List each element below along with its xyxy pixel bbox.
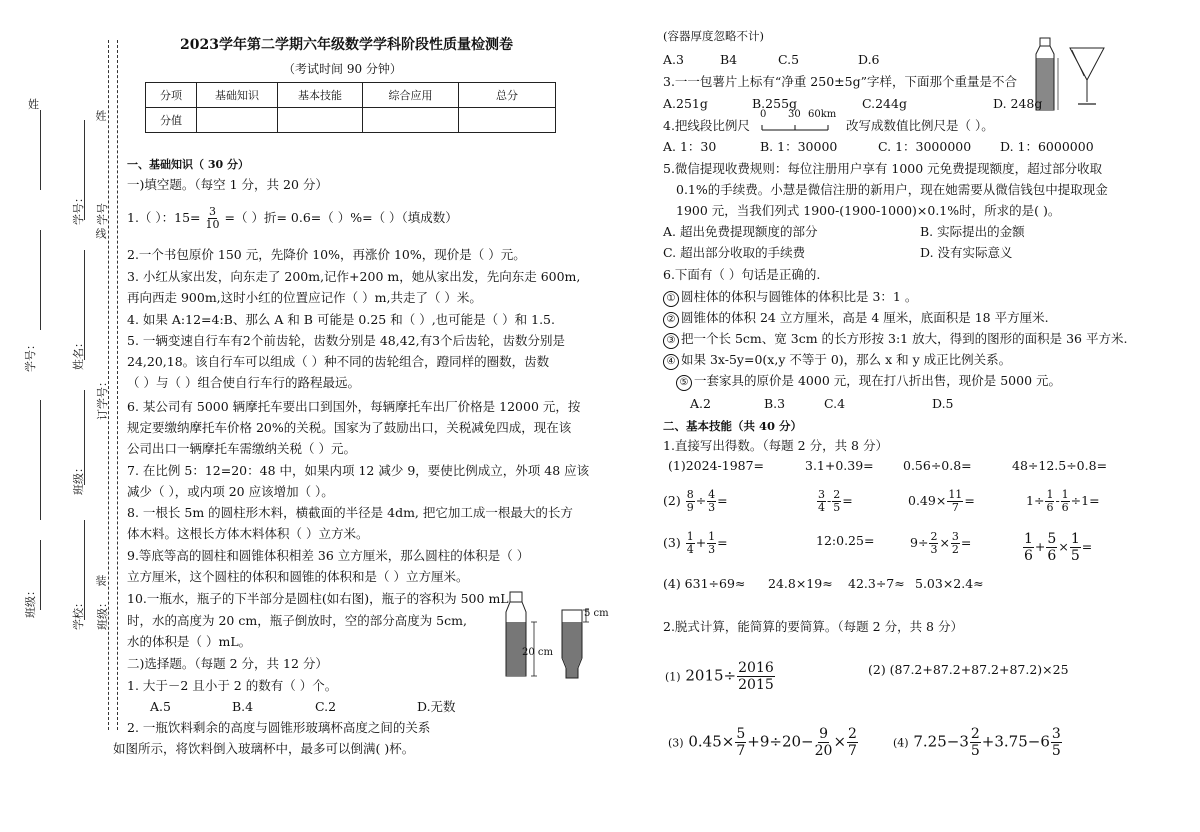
choice-1-opt-d: D.无数 [417,699,456,714]
table-header-cell: 总分 [459,83,556,108]
question-6: 6. 某公司有 5000 辆摩托车要出口到国外，每辆摩托车出厂价格是 12000 元，按 [127,399,581,414]
r-opt-d: D.6 [858,52,880,67]
r6-item-3: ③ 把一个长 5cm、宽 3cm 的长方形按 3:1 放大，得到的图形的面积是 36 平方米. [663,329,1127,349]
choice-2-cont: 如图所示，将饮料倒入玻璃杯中，最多可以倒满( )杯。 [113,741,415,756]
question-2: 2.一个书包原价 150 元，先降价 10%，再涨价 10%，现价是（ ）元。 [127,247,526,262]
r5-opt-d: D. 没有实际意义 [920,245,1013,260]
r-question-5-cont: 1900 元，当我们列式 1900-(1900-1000)×0.1%时，所求的是( )。 [676,203,1061,218]
r-opt-c: C.5 [778,52,800,67]
question-6-cont: 规定要缴纳摩托车价格 20%的关税。国家为了鼓励出口，关税减免四成，现在该 [127,420,572,435]
calc-3-2: 12:0.25= [816,533,875,548]
question-3-cont: 再向西走 900m,这时小红的位置应记作（ ）m,共走了（ ）米。 [127,290,482,305]
table-header-cell: 综合应用 [363,83,459,108]
sub-heading: 一)填空题。（每空 1 分，共 20 分） [127,177,328,192]
score-cell[interactable] [197,108,278,133]
calc-4-1: (4) 631÷69≈ [663,576,746,591]
r-question-3: 3.一一包薯片上标有“净重 250±5g”字样，下面那个重量是不合 [663,74,1017,89]
margin-underline [84,390,85,485]
question-6-cont: 公司出口一辆摩托车需缴纳关税（ ）元。 [127,441,356,456]
skill-2-heading: 2.脱式计算，能简算的要简算。（每题 2 分，共 8 分） [663,619,963,634]
calc-4-2: 24.8×19≈ [768,576,833,591]
question-5: 5. 一辆变速自行车有2个前齿轮，齿数分别是 48,42,有3个后齿轮，齿数分别是 [127,333,566,348]
question-3: 3. 小红从家出发，向东走了 200m,记作+200 m，她从家出发，先向东走 600m, [127,269,581,284]
r6-item-5: ⑤ 一套家具的原价是 4000 元，现在打八折出售，现价是 5000 元。 [676,371,1061,391]
calc-1-3: 0.56÷0.8= [903,458,972,473]
r-question-6: 6.下面有（ ）句话是正确的. [663,267,821,282]
margin-underline [40,110,41,190]
section-heading-2: 二、基本技能（共 40 分） [663,419,803,433]
margin-mark-class: 班级： [96,597,109,630]
r6-opt-b: B.3 [764,396,786,411]
r-question-5: 5.微信提现收费规则：每位注册用户享有 1000 元免费提现额度，超过部分收取 [663,161,1103,176]
question-5-cont: 24,20,18。该自行车可以组成（ ）种不同的齿轮组合，蹬同样的圈数，齿数 [127,354,550,369]
question-9-cont: 立方厘米，这个圆柱的体积和圆锥的体积和是（ ）立方厘米。 [127,569,469,584]
choice-1: 1. 大于－2 且小于 2 的数有（ ）个。 [127,678,338,693]
glass-figure [1032,36,1108,112]
choice-1-opt-a: A.5 [150,699,171,714]
choice-1-opt-c: C.2 [315,699,337,714]
choice-2: 2. 一瓶饮料剩余的高度与圆锥形玻璃杯高度之间的关系 [127,720,431,735]
table-row [146,108,556,133]
question-1 [127,206,458,231]
calc-3-3: 9÷ $\frac{2}{3}$ × $\frac{3}{2}$ = [910,530,972,556]
question-7: 7. 在比例 5：12=20：48 中，如果内项 12 减少 9，要使比例成立，外项 48 应该 [127,463,590,478]
question-5-cont: （ ）与（ ）组合使自行车行的路程最远。 [127,375,360,390]
r-opt-b: B4 [720,52,738,67]
skill-1-heading: 1.直接写出得数。（每题 2 分，共 8 分） [663,438,888,453]
r5-opt-a: A. 超出免费提现额度的部分 [663,224,818,239]
expr-1: (1) 2015÷ $\frac{2016}{2015}$ [665,660,774,693]
fig-label-5cm: 5 cm [584,608,609,619]
margin-underline [40,400,41,520]
margin-label-class2: 班级： [72,462,85,495]
cut-line [108,40,109,730]
cut-line [117,40,118,730]
r3-opt-d: D. 248g [993,96,1043,111]
q1-text-a: 1.（ ）：15= [127,210,201,225]
calc-2-3: 0.49× $\frac{11}{7}$ = [908,488,975,514]
calc-2-2: $\frac{3}{4}$ - $\frac{2}{5}$ = [818,488,853,514]
margin-label-class: 班级： [24,585,37,618]
question-8: 8. 一根长 5m 的圆柱形木料，横截面的半径是 4dm, 把它加工成一根最大的长方 [127,505,573,520]
margin-label-student-id: 学号： [24,339,37,372]
q1-text-b: =（ ）折= 0.6=（ ）%=（ ）（填成数） [224,210,458,225]
margin-label-school: 学校： [72,597,85,630]
scale-label-0: 0 [760,109,767,120]
calc-3-4: $\frac{1}{6}$ + $\frac{5}{6}$ × $\frac{1}{5}$ = [1024,531,1093,564]
table-header-cell: 分项 [146,83,197,108]
choice-1-opt-b: B.4 [232,699,254,714]
scale-label-30: 30 [788,109,801,120]
question-8-cont: 体木料。这根长方体木料体积（ ）立方米。 [127,526,369,541]
margin-underline [84,120,85,220]
calc-4-3: 42.3÷7≈ [848,576,905,591]
scale-label-60: 60km [808,109,837,120]
section-heading: 一、基础知识（ 30 分） [127,158,249,171]
margin-mark-bind: 订学号： [96,376,109,420]
expr-3: (3) 0.45× $\frac{5}{7}$ +9÷20− $\frac{9}{20}$ × $\frac{2}{7}$ [668,726,857,759]
r6-opt-c: C.4 [824,396,846,411]
table-row [146,83,556,108]
margin-mark-name: 姓 [94,110,107,121]
score-cell[interactable] [278,108,363,133]
calc-4-4: 5.03×2.4≈ [915,576,984,591]
r6-item-4: ④ 如果 3x-5y=0(x,y 不等于 0)，那么 x 和 y 成正比例关系。 [663,350,1011,370]
page-title: 2023学年第二学期六年级数学学科阶段性质量检测卷 [180,37,513,53]
r6-opt-d: D.5 [932,396,954,411]
calc-1-2: 3.1+0.39= [805,458,874,473]
exam-time: （考试时间 90 分钟） [283,62,402,76]
calc-3-1: (3) $\frac{1}{4}$ + $\frac{1}{3}$ = [663,530,728,556]
r3-opt-c: C.244g [862,96,907,111]
r3-opt-b: B.255g [752,96,798,111]
calc-1-4: 48÷12.5÷0.8= [1012,458,1108,473]
calc-2-4: 1÷ $\frac{1}{6}$ - $\frac{1}{6}$ ÷1= [1026,488,1100,514]
score-cell[interactable] [363,108,459,133]
margin-underline [40,230,41,330]
bottle-figure [498,588,610,680]
r-note: (容器厚度忽略不计) [663,29,764,43]
r-question-4-cont: 改写成数值比例尺是（ ）。 [846,118,994,133]
score-cell[interactable] [459,108,556,133]
margin-mark-line: 线 [94,228,107,239]
expr-2: (2) (87.2+87.2+87.2+87.2)×25 [868,662,1069,677]
r-question-4: 4.把线段比例尺 [663,118,750,133]
r-question-5-cont: 0.1%的手续费。小慧是微信注册的新用户，现在她需要从微信钱包中提取现金 [676,182,1108,197]
question-10: 10.一瓶水，瓶子的下半部分是圆柱(如右图)，瓶子的容积为 500 mL [127,591,509,606]
r6-item-1: ① 圆柱体的体积与圆锥体的体积比是 3：1 。 [663,287,917,307]
score-table [145,82,556,133]
question-7-cont: 减少（ ），或内项 20 应该增加（ ）。 [127,484,334,499]
r4-opt-d: D. 1：6000000 [1000,139,1094,154]
r4-opt-c: C. 1：3000000 [878,139,972,154]
table-row-label: 分值 [146,108,197,133]
margin-mark-id: 学号 [96,203,109,225]
r3-opt-a: A.251g [663,96,708,111]
r4-opt-a: A. 1：30 [663,139,717,154]
r6-opt-a: A.2 [690,396,711,411]
r5-opt-c: C. 超出部分收取的手续费 [663,245,806,260]
question-10-cont: 水的体积是（ ）mL。 [127,634,252,649]
margin-label-id2: 学号： [72,192,85,225]
table-header-cell: 基本技能 [278,83,363,108]
margin-label-name: 姓 [28,98,39,111]
r5-opt-b: B. 实际提出的金额 [920,224,1025,239]
fig-label-20cm: 20 cm [522,647,553,658]
margin-mark-pack: 装 [94,575,107,586]
expr-4: (4) 7.25−3 $\frac{2}{5}$ +3.75−6 $\frac{3}{5}$ [893,726,1061,759]
r-opt-a: A.3 [663,52,684,67]
r4-opt-b: B. 1：30000 [760,139,838,154]
sub-heading-choice: 二)选择题。（每题 2 分，共 12 分） [127,656,328,671]
margin-underline [84,250,85,360]
q1-fraction: $\frac{3}{10}$ [205,205,220,231]
calc-2-1: (2) $\frac{8}{9}$ ÷ $\frac{4}{3}$ = [663,488,728,514]
question-4: 4. 如果 A:12=4:B、那么 A 和 B 可能是 0.25 和（ ）,也可能是（ ）和 1.5. [127,312,555,327]
margin-underline [40,540,41,610]
margin-underline [84,520,85,620]
calc-1-1: (1)2024-1987= [668,458,765,473]
table-header-cell: 基础知识 [197,83,278,108]
question-10-cont: 时，水的高度为 20 cm，瓶子倒放时，空的部分高度为 5cm, [127,613,467,628]
margin-label-name2: 姓名： [72,337,85,370]
r6-item-2: ② 圆锥体的体积 24 立方厘米，高是 4 厘米，底面积是 18 平方厘米. [663,308,1049,328]
question-9: 9.等底等高的圆柱和圆锥体积相差 36 立方厘米，那么圆柱的体积是（ ） [127,548,530,563]
